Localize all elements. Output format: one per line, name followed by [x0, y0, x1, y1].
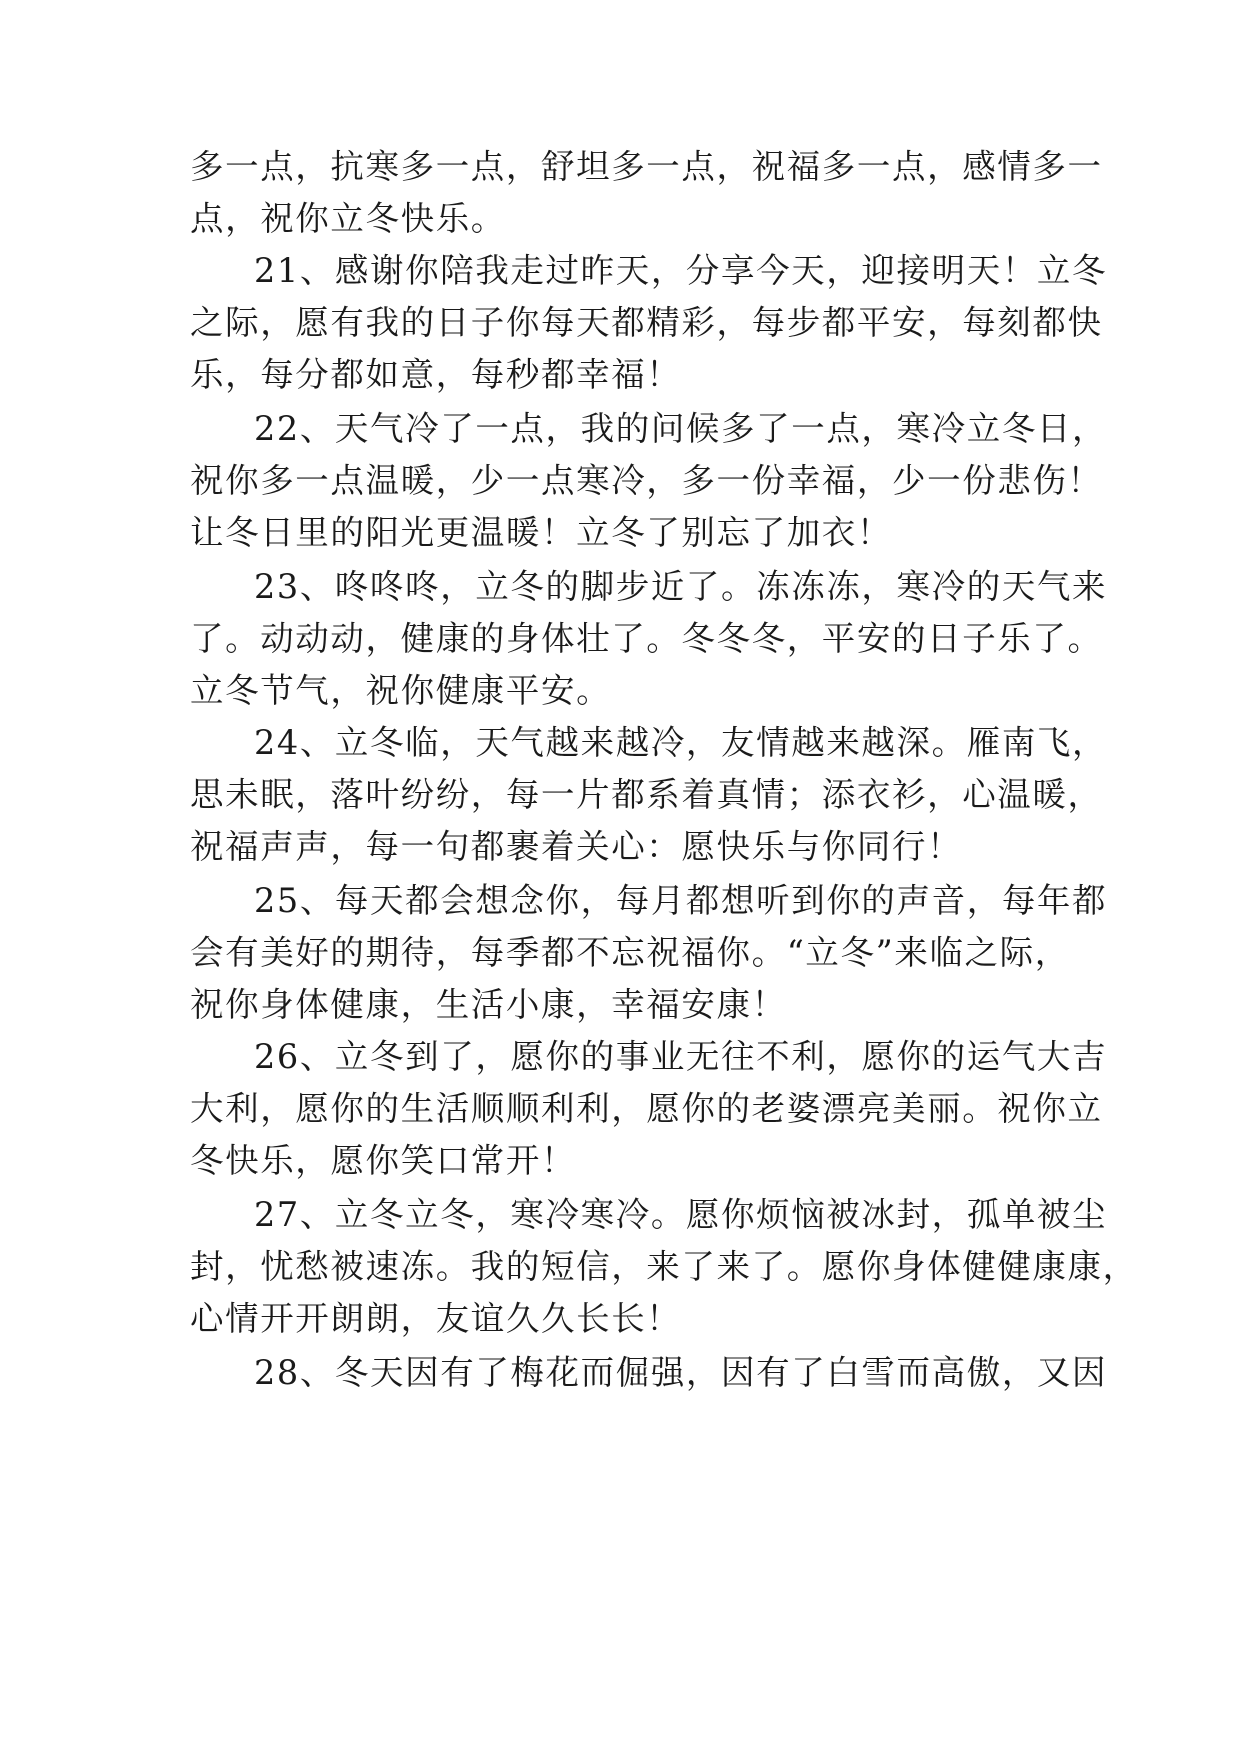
text-line: 心情开开朗朗，友谊久久长长！: [190, 1299, 682, 1338]
text-line: 思未眠，落叶纷纷，每一片都系着真情；添衣衫，心温暖，: [190, 775, 1103, 814]
paragraph-25-start: 25、每天都会想念你，每月都想听到你的声音，每年都: [254, 881, 1108, 920]
text-line: 祝你身体健康，生活小康，幸福安康！: [190, 985, 787, 1024]
text-line: 冬快乐，愿你笑口常开！: [190, 1141, 577, 1180]
text-line: 会有美好的期待，每季都不忘祝福你。“立冬”来临之际，: [190, 933, 1070, 972]
text-line: 多一点，抗寒多一点，舒坦多一点，祝福多一点，感情多一: [190, 147, 1103, 186]
text-line: 了。动动动，健康的身体壮了。冬冬冬，平安的日子乐了。: [190, 619, 1103, 658]
paragraph-28-start: 28、冬天因有了梅花而倔强，因有了白雪而高傲，又因: [254, 1353, 1108, 1392]
paragraph-26-start: 26、立冬到了，愿你的事业无往不利，愿你的运气大吉: [254, 1037, 1108, 1076]
text-line: 让冬日里的阳光更温暖！立冬了别忘了加衣！: [190, 513, 892, 552]
text-line: 点，祝你立冬快乐。: [190, 199, 506, 238]
paragraph-24-start: 24、立冬临，天气越来越冷，友情越来越深。雁南飞，: [254, 723, 1108, 762]
text-line: 之际，愿有我的日子你每天都精彩，每步都平安，每刻都快: [190, 303, 1103, 342]
text-line: 祝你多一点温暖，少一点寒冷，多一份幸福，少一份悲伤！: [190, 461, 1103, 500]
paragraph-23-start: 23、咚咚咚，立冬的脚步近了。冻冻冻，寒冷的天气来: [254, 567, 1108, 606]
paragraph-21-start: 21、感谢你陪我走过昨天，分享今天，迎接明天！立冬: [254, 251, 1108, 290]
paragraph-22-start: 22、天气冷了一点，我的问候多了一点，寒冷立冬日，: [254, 409, 1108, 448]
text-line: 乐，每分都如意，每秒都幸福！: [190, 355, 682, 394]
text-line: 立冬节气，祝你健康平安。: [190, 671, 612, 710]
paragraph-27-start: 27、立冬立冬，寒冷寒冷。愿你烦恼被冰封，孤单被尘: [254, 1195, 1108, 1234]
text-line: 封，忧愁被速冻。我的短信，来了来了。愿你身体健健康康，: [190, 1247, 1138, 1286]
text-line: 大利，愿你的生活顺顺利利，愿你的老婆漂亮美丽。祝你立: [190, 1089, 1103, 1128]
text-line: 祝福声声，每一句都裹着关心：愿快乐与你同行！: [190, 827, 963, 866]
